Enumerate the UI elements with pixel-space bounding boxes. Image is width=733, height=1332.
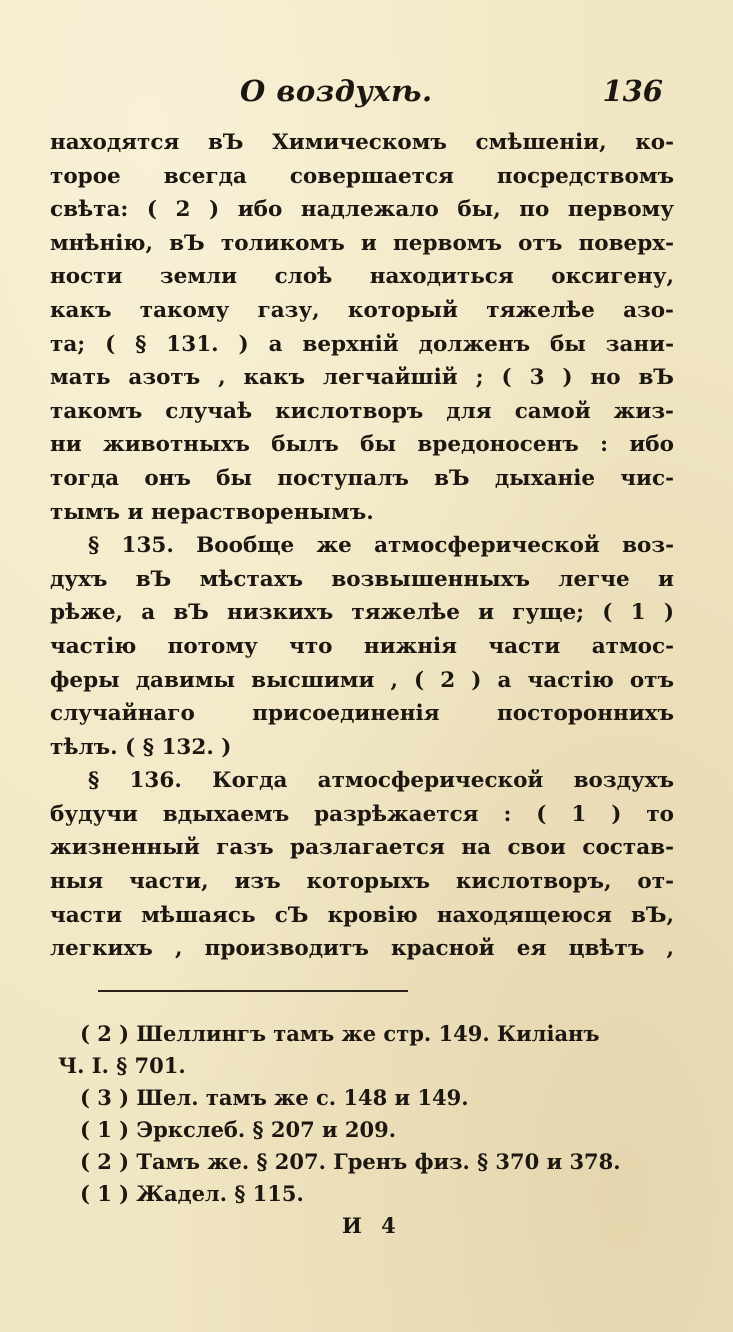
text-line: легкихъ , производитъ красной ея цвѣтъ ,	[50, 936, 674, 962]
footnote: ( 2 ) Тамъ же. § 207. Гренъ физ. § 370 и 378.	[80, 1149, 621, 1174]
running-title: О воздухѣ.	[240, 74, 433, 108]
footnote: ( 3 ) Шел. тамъ же с. 148 и 149.	[80, 1085, 469, 1110]
running-head	[0, 74, 733, 114]
text-line: части мѣшаясь сЪ кровiю находящеюся вЪ,	[50, 902, 674, 928]
footnotes	[58, 1018, 678, 1210]
text-line: какъ такому газу, который тяжелѣе азо-	[50, 297, 674, 323]
text-line: та; ( § 131. ) а верхнiй долженъ бы зани-	[50, 331, 674, 357]
footnote-divider	[98, 990, 408, 992]
footnote: ( 1 ) Жадел. § 115.	[80, 1181, 304, 1206]
text-line: частiю потому что нижнiя части атмос-	[50, 633, 674, 659]
text-line: будучи вдыхаемъ разрѣжается : ( 1 ) то	[50, 801, 674, 827]
text-line: жизненный газъ разлагается на свои состав-	[50, 835, 674, 861]
section-136-start: § 136. Когда атмосферической воздухъ	[88, 768, 674, 794]
text-line: ныя части, изъ которыхъ кислотворъ, от-	[50, 869, 674, 895]
body-text	[50, 126, 674, 966]
text-line: такомъ случаѣ кислотворъ для самой жиз-	[50, 398, 674, 424]
text-line: мнѣнiю, вЪ толикомъ и первомъ отъ поверх-	[50, 230, 674, 256]
text-line: ни животныхъ былъ бы вредоносенъ : ибо	[50, 432, 674, 458]
footnote: ( 1 ) Эркслеб. § 207 и 209.	[80, 1117, 397, 1142]
footnote: ( 2 ) Шеллингъ тамъ же стр. 149. Килiанъ	[80, 1021, 600, 1046]
signature-mark: И 4	[342, 1213, 402, 1238]
text-line: духъ вЪ мѣстахъ возвышенныхъ легче и	[50, 566, 674, 592]
section-135-start: § 135. Вообще же атмосферической воз-	[88, 533, 674, 559]
page-number: 136	[602, 74, 663, 108]
text-line: торое всегда совершается посредствомъ	[50, 163, 674, 189]
text-line: случайнаго присоединенiя постороннихъ	[50, 701, 674, 727]
text-line: феры давимы высшими , ( 2 ) а частiю отъ	[50, 667, 674, 693]
text-line: свѣта: ( 2 ) ибо надлежало бы, по первому	[50, 197, 674, 223]
text-line: рѣже, а вЪ низкихъ тяжелѣе и гуще; ( 1 )	[50, 600, 674, 626]
text-line: находятся вЪ Химическомъ смѣшенiи, ко-	[50, 130, 674, 155]
text-line: ности земли слоѣ находиться оксигену,	[50, 264, 674, 290]
footnote-continuation: Ч. I. § 701.	[58, 1053, 186, 1078]
text-line: тогда онъ бы поступалъ вЪ дыханiе чис-	[50, 465, 674, 491]
text-line: тымъ и нерастворенымъ.	[50, 499, 374, 525]
text-line: тѣлъ. ( § 132. )	[50, 734, 232, 760]
text-line: мать азотъ , какъ легчайшiй ; ( 3 ) но вЪ	[50, 365, 674, 391]
